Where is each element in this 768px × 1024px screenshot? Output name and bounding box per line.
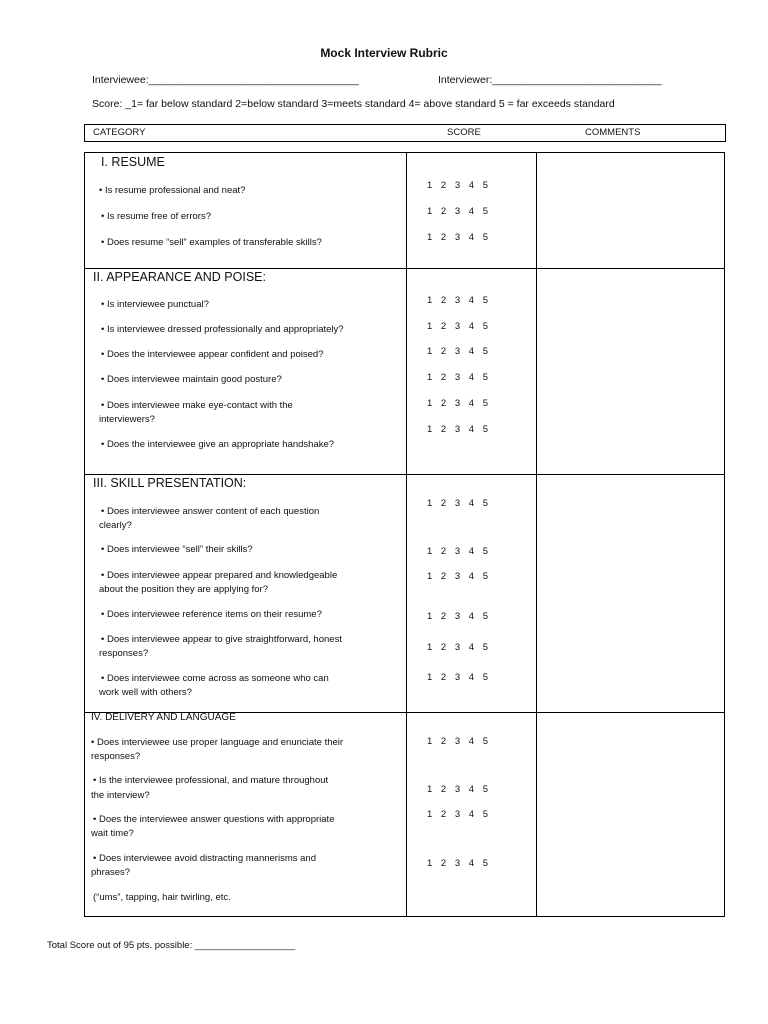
comments-header: COMMENTS xyxy=(585,127,641,138)
list-item: clearly? xyxy=(99,520,132,531)
list-item: responses? xyxy=(91,751,141,762)
score-scale[interactable]: 1 2 3 4 5 xyxy=(427,206,488,217)
list-item: phrases? xyxy=(91,867,131,878)
list-item: • Is interviewee punctual? xyxy=(101,299,209,310)
total-score-field[interactable]: Total Score out of 95 pts. possible: ___________________ xyxy=(47,940,296,951)
score-scale[interactable]: 1 2 3 4 5 xyxy=(427,180,488,191)
interviewer-field[interactable]: Interviewer:_____________________________ xyxy=(438,74,662,86)
list-item: • Does interviewee “sell” their skills? xyxy=(101,544,253,555)
page-title: Mock Interview Rubric xyxy=(320,46,448,60)
list-item: • Does interviewee avoid distracting mannerisms and xyxy=(93,853,316,864)
score-scale[interactable]: 1 2 3 4 5 xyxy=(427,611,488,622)
category-header: CATEGORY xyxy=(93,127,146,138)
row-divider xyxy=(85,474,724,475)
score-scale[interactable]: 1 2 3 4 5 xyxy=(427,736,488,747)
score-scale[interactable]: 1 2 3 4 5 xyxy=(427,672,488,683)
list-item: • Does interviewee appear to give straightforward, honest xyxy=(101,634,342,645)
list-item: • Is the interviewee professional, and mature throughout xyxy=(93,775,329,786)
rubric-table xyxy=(84,152,725,917)
score-scale[interactable]: 1 2 3 4 5 xyxy=(427,858,488,869)
score-scale[interactable]: 1 2 3 4 5 xyxy=(427,571,488,582)
list-item: • Does interviewee come across as someone who can xyxy=(101,673,329,684)
score-scale[interactable]: 1 2 3 4 5 xyxy=(427,346,488,357)
score-scale[interactable]: 1 2 3 4 5 xyxy=(427,398,488,409)
section-note: (“ums”, tapping, hair twirling, etc. xyxy=(93,892,231,903)
score-scale[interactable]: 1 2 3 4 5 xyxy=(427,642,488,653)
section-title-appearance: II. APPEARANCE AND POISE: xyxy=(93,270,266,284)
list-item: about the position they are applying for? xyxy=(99,584,269,595)
list-item: responses? xyxy=(99,648,149,659)
section-title-resume: I. RESUME xyxy=(101,155,165,169)
list-item: • Is resume professional and neat? xyxy=(99,185,246,196)
score-scale[interactable]: 1 2 3 4 5 xyxy=(427,321,488,332)
section-title-skill-presentation: III. SKILL PRESENTATION: xyxy=(93,476,247,490)
list-item: the interview? xyxy=(91,790,150,801)
interviewee-field[interactable]: Interviewee:____________________________________ xyxy=(92,74,359,86)
list-item: • Does interviewee make eye-contact with the xyxy=(101,400,293,411)
score-header: SCORE xyxy=(447,127,481,138)
row-divider xyxy=(85,268,724,269)
list-item: • Does the interviewee answer questions with appropriate xyxy=(93,814,335,825)
list-item: • Does interviewee answer content of each question xyxy=(101,506,320,517)
list-item: • Does interviewee reference items on their resume? xyxy=(101,609,322,620)
list-item: • Does the interviewee give an appropriate handshake? xyxy=(101,439,335,450)
list-item: • Does interviewee appear prepared and knowledgeable xyxy=(101,570,338,581)
list-item: • Is resume free of errors? xyxy=(101,211,211,222)
score-legend: Score: _1= far below standard 2=below standard 3=meets standard 4= above standard 5 = far exceeds standard xyxy=(92,98,615,110)
table-header xyxy=(84,124,726,142)
list-item: wait time? xyxy=(91,828,134,839)
score-scale[interactable]: 1 2 3 4 5 xyxy=(427,809,488,820)
score-scale[interactable]: 1 2 3 4 5 xyxy=(427,295,488,306)
score-scale[interactable]: 1 2 3 4 5 xyxy=(427,424,488,435)
list-item: • Does interviewee maintain good posture? xyxy=(101,374,282,385)
score-scale[interactable]: 1 2 3 4 5 xyxy=(427,784,488,795)
list-item: • Does resume “sell” examples of transferable skills? xyxy=(101,237,322,248)
score-scale[interactable]: 1 2 3 4 5 xyxy=(427,372,488,383)
list-item: interviewers? xyxy=(99,414,155,425)
list-item: • Is interviewee dressed professionally and appropriately? xyxy=(101,324,344,335)
list-item: work well with others? xyxy=(99,687,192,698)
list-item: • Does interviewee use proper language and enunciate their xyxy=(91,737,344,748)
score-scale[interactable]: 1 2 3 4 5 xyxy=(427,546,488,557)
score-scale[interactable]: 1 2 3 4 5 xyxy=(427,232,488,243)
list-item: • Does the interviewee appear confident and poised? xyxy=(101,349,324,360)
section-title-delivery: IV. DELIVERY AND LANGUAGE xyxy=(91,712,236,723)
score-scale[interactable]: 1 2 3 4 5 xyxy=(427,498,488,509)
